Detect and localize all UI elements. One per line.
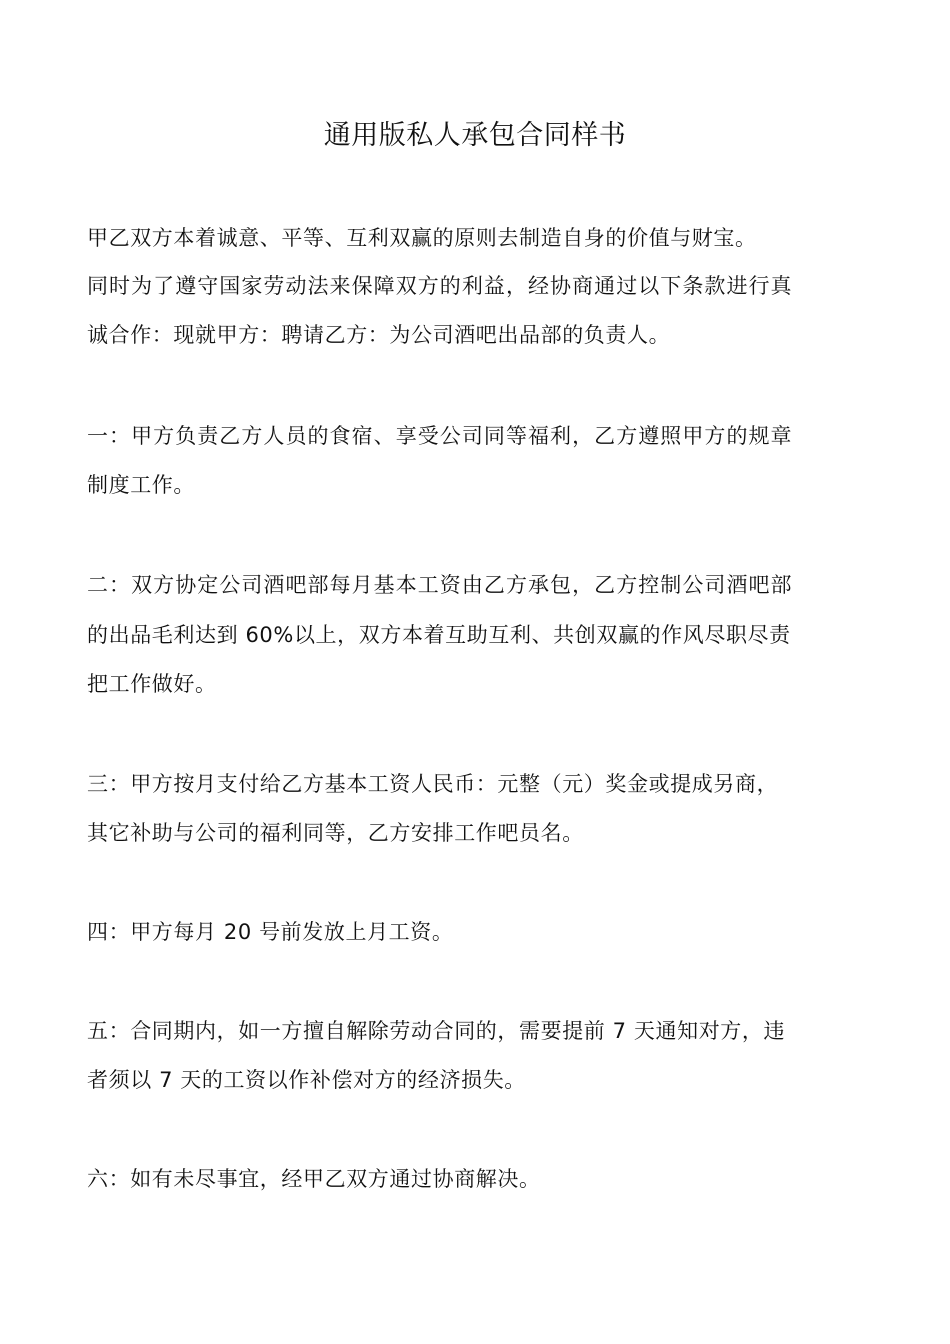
intro-line-3: 诚合作：现就甲方：聘请乙方：为公司酒吧出品部的负责人。 bbox=[87, 323, 671, 347]
clause-5-line-2: 者须以 7 天的工资以作补偿对方的经济损失。 bbox=[87, 1068, 526, 1092]
clause-4-line-1: 四：甲方每月 20 号前发放上月工资。 bbox=[87, 920, 454, 944]
intro-line-2: 同时为了遵守国家劳动法来保障双方的利益，经协商通过以下条款进行真 bbox=[87, 274, 793, 298]
clause-6-line-1: 六：如有未尽事宜，经甲乙双方通过协商解决。 bbox=[87, 1167, 541, 1191]
clause-3-line-1: 三：甲方按月支付给乙方基本工资人民币：元整（元）奖金或提成另商， bbox=[87, 772, 779, 796]
clause-5-line-1: 五：合同期内，如一方擅自解除劳动合同的，需要提前 7 天通知对方，违 bbox=[87, 1019, 786, 1043]
intro-line-1: 甲乙双方本着诚意、平等、互利双赢的原则去制造自身的价值与财宝。 bbox=[87, 226, 757, 250]
clause-2-line-2: 的出品毛利达到 60%以上，双方本着互助互利、共创双赢的作风尽职尽责 bbox=[87, 623, 791, 647]
clause-2-line-3: 把工作做好。 bbox=[87, 672, 217, 696]
clause-3-line-2: 其它补助与公司的福利同等，乙方安排工作吧员名。 bbox=[87, 821, 584, 845]
document-title: 通用版私人承包合同样书 bbox=[323, 120, 627, 151]
clause-2-line-1: 二：双方协定公司酒吧部每月基本工资由乙方承包，乙方控制公司酒吧部 bbox=[87, 573, 793, 597]
clause-1-line-2: 制度工作。 bbox=[87, 473, 195, 497]
clause-1-line-1: 一：甲方负责乙方人员的食宿、享受公司同等福利，乙方遵照甲方的规章 bbox=[87, 424, 793, 448]
